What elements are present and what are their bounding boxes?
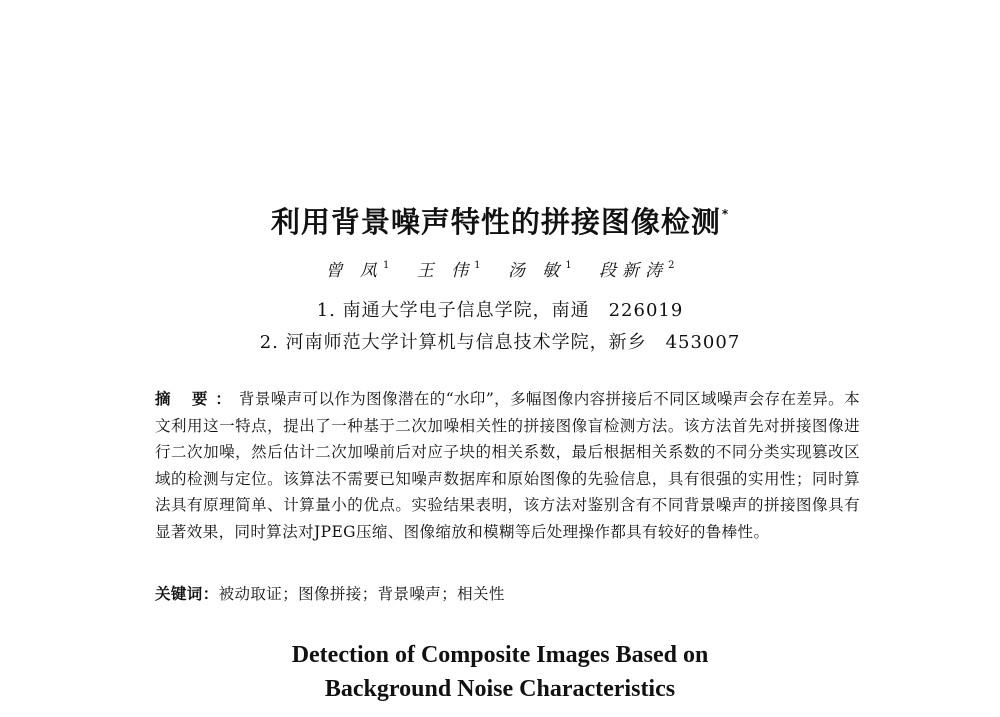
- paper-title-cn: [0, 200, 1000, 241]
- author-affil-mark: 1: [382, 260, 390, 271]
- keywords-label: 关键词：: [155, 585, 219, 603]
- keywords-text: 被动取证；图像拼接；背景噪声；相关性: [218, 585, 505, 603]
- author-name: 段新涛: [599, 261, 669, 281]
- author-affil-mark: 1: [474, 260, 481, 271]
- author: [326, 261, 390, 281]
- author-affil-mark: 1: [565, 260, 572, 271]
- abstract-text: 背景噪声可以作为图像潜在的“水印”，多幅图像内容拼接后不同区域噪声会存在差异。本文利用这一特点，提出了一种基于二次加噪相关性的拼接图像盲检测方法。该方法首先对拼接图像进行二次加噪，然后估计二次加噪前后对应子块的相关系数，最后根据相关系数的不同分类实现篡改区域的检测与定位。该算法不需要已知噪声数据库和原始图像的先验信息，具有很强的实用性；同时算法具有原理简单、计算量小的优点。实验结果表明，该方法对鉴别含有不同背景噪声的拼接图像具有显著效果，同时算法对JPEG压缩、图像缩放和模糊等后处理操作都具有较好的鲁棒性。: [155, 390, 860, 541]
- author-name: 汤 敏: [507, 261, 566, 281]
- author-name: 王 伟: [416, 261, 475, 281]
- title-text: 利用背景噪声特性的拼接图像检测: [270, 205, 721, 239]
- author-name: 曾 凤: [325, 261, 383, 281]
- abstract: [155, 386, 860, 545]
- abstract-label: 摘 要：: [155, 390, 239, 408]
- author-list: [0, 256, 1000, 281]
- affiliation-2: 2. 河南师范大学计算机与信息技术学院，新乡 453007: [259, 332, 741, 353]
- title-footnote-mark: *: [721, 207, 730, 221]
- author: [417, 261, 481, 281]
- author: [508, 261, 572, 281]
- keywords: [155, 582, 860, 604]
- author: [599, 261, 674, 281]
- author-affil-mark: 2: [668, 260, 675, 271]
- paper-title-en-line-2: Background Noise Characteristics: [324, 676, 676, 702]
- paper-title-en-line-1: Detection of Composite Images Based on: [291, 642, 709, 668]
- affiliation-1: 1. 南通大学电子信息学院，南通 226019: [316, 300, 684, 321]
